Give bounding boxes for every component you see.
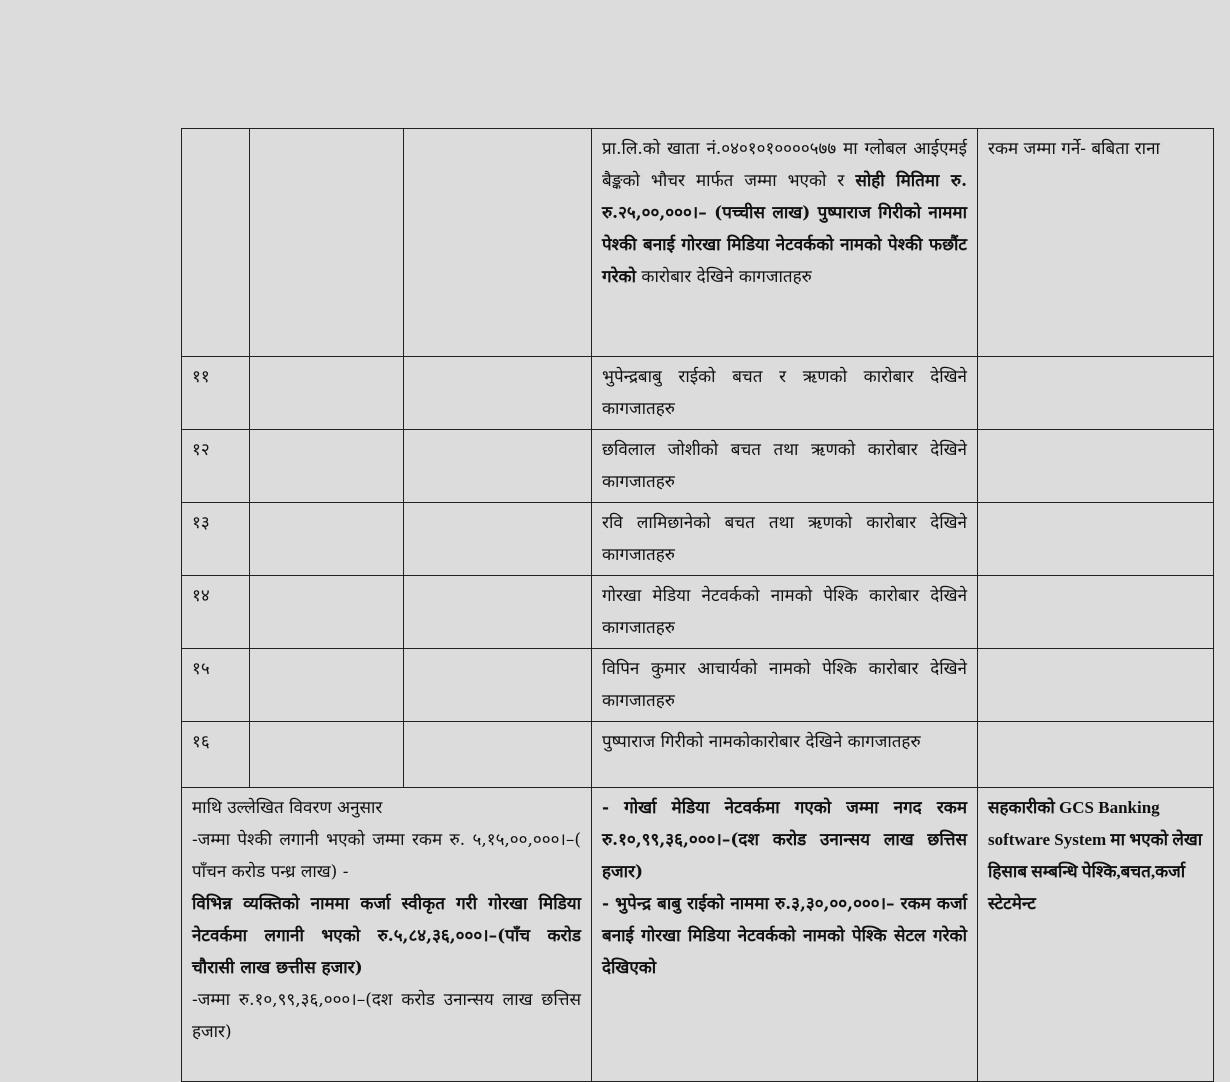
description-text: कारोबार देखिने कागजातहरु bbox=[635, 267, 812, 287]
remarks-cell bbox=[978, 649, 1214, 722]
serial-cell: १५ bbox=[182, 649, 250, 722]
description-bold-text: सोही मितिमा रु. रु.२५,००,०००।– (पच्चीस लाख) पुष्पाराज गिरीको नाममा पेश्की बनाई गोरखा मिडिया नेटवर्कको नामको पेश्की फछौंट गरेको bbox=[602, 171, 967, 287]
summary-left-cell bbox=[182, 788, 592, 1082]
summary-loans: विभिन्न व्यक्तिको नाममा कर्जा स्वीकृत गरी गोरखा मिडिया नेटवर्कमा लगानी भएको रु.५,८४,३६,०००।–(पाँच करोड चौरासी लाख छत्तीस हजार) bbox=[192, 894, 581, 978]
description-cell: छविलाल जोशीको बचत तथा ऋणको कारोबार देखिने कागजातहरु bbox=[592, 430, 978, 503]
summary-mid-cell bbox=[592, 788, 978, 1082]
summary-heading: माथि उल्लेखित विवरण अनुसार bbox=[192, 798, 383, 818]
description-cell: विपिन कुमार आचार्यको नामको पेश्कि कारोबार देखिने कागजातहरु bbox=[592, 649, 978, 722]
summary-right-cell bbox=[978, 788, 1214, 1082]
table-row bbox=[182, 576, 1214, 649]
empty-cell bbox=[250, 576, 404, 649]
summary-statement: सहकारीको GCS Banking software System मा भएको लेखा हिसाब सम्बन्धि पेश्कि,बचत,कर्जा स्टेटमेन्ट bbox=[988, 798, 1203, 913]
table-row bbox=[182, 357, 1214, 430]
serial-cell: १६ bbox=[182, 722, 250, 788]
empty-cell bbox=[404, 649, 592, 722]
serial-cell: १४ bbox=[182, 576, 250, 649]
serial-cell bbox=[182, 129, 250, 357]
remarks-cell bbox=[978, 576, 1214, 649]
empty-cell bbox=[404, 129, 592, 357]
summary-grand-total: -जम्मा रु.१०,९९,३६,०००।–(दश करोड उनान्सय लाख छत्तिस हजार) bbox=[192, 990, 581, 1042]
remarks-cell bbox=[978, 430, 1214, 503]
description-cell bbox=[592, 129, 978, 357]
table-row bbox=[182, 722, 1214, 788]
empty-cell bbox=[250, 649, 404, 722]
remarks-cell bbox=[978, 722, 1214, 788]
empty-cell bbox=[404, 503, 592, 576]
remarks-cell bbox=[978, 357, 1214, 430]
empty-cell bbox=[250, 357, 404, 430]
remarks-cell bbox=[978, 503, 1214, 576]
description-cell: गोरखा मेडिया नेटवर्कको नामको पेश्कि कारोबार देखिने कागजातहरु bbox=[592, 576, 978, 649]
empty-cell bbox=[250, 129, 404, 357]
table-row bbox=[182, 129, 1214, 357]
summary-total-investment: -जम्मा पेश्की लगानी भएको जम्मा रकम रु. ५,१५,००,०००।–( पाँचन करोड पन्ध्र लाख) - bbox=[192, 830, 581, 882]
description-cell: पुष्पाराज गिरीको नामकोकारोबार देखिने कागजातहरु bbox=[592, 722, 978, 788]
table-row bbox=[182, 503, 1214, 576]
empty-cell bbox=[404, 576, 592, 649]
empty-cell bbox=[250, 430, 404, 503]
serial-cell: १३ bbox=[182, 503, 250, 576]
summary-settlement: - भुपेन्द्र बाबु राईको नाममा रु.३,३०,००,०००।– रकम कर्जा बनाई गोरखा मिडिया नेटवर्कको नामको पेश्कि सेटल गरेको देखिएको bbox=[602, 894, 967, 978]
description-cell: रवि लामिछानेको बचत तथा ऋणको कारोबार देखिने कागजातहरु bbox=[592, 503, 978, 576]
description-cell: भुपेन्द्रबाबु राईको बचत र ऋणको कारोबार देखिने कागजातहरु bbox=[592, 357, 978, 430]
serial-cell: ११ bbox=[182, 357, 250, 430]
table-row bbox=[182, 430, 1214, 503]
empty-cell bbox=[404, 430, 592, 503]
serial-cell: १२ bbox=[182, 430, 250, 503]
remarks-cell: रकम जम्मा गर्ने- बबिता राना bbox=[978, 129, 1214, 357]
empty-cell bbox=[404, 357, 592, 430]
summary-cash: - गोर्खा मेडिया नेटवर्कमा गएको जम्मा नगद रकम रु.१०,९९,३६,०००।–(दश करोड उनान्सय लाख छत्तिस हजार) bbox=[602, 798, 967, 882]
description-text: प्रा.लि.को खाता नं.०४०१०१००००५७७ मा ग्लोबल आईएमई बैङ्कको भौचर मार्फत जम्मा भएको र bbox=[602, 139, 967, 191]
table-row bbox=[182, 649, 1214, 722]
evidence-table bbox=[181, 128, 1214, 1082]
empty-cell bbox=[250, 722, 404, 788]
summary-row bbox=[182, 788, 1214, 1082]
empty-cell bbox=[250, 503, 404, 576]
empty-cell bbox=[404, 722, 592, 788]
